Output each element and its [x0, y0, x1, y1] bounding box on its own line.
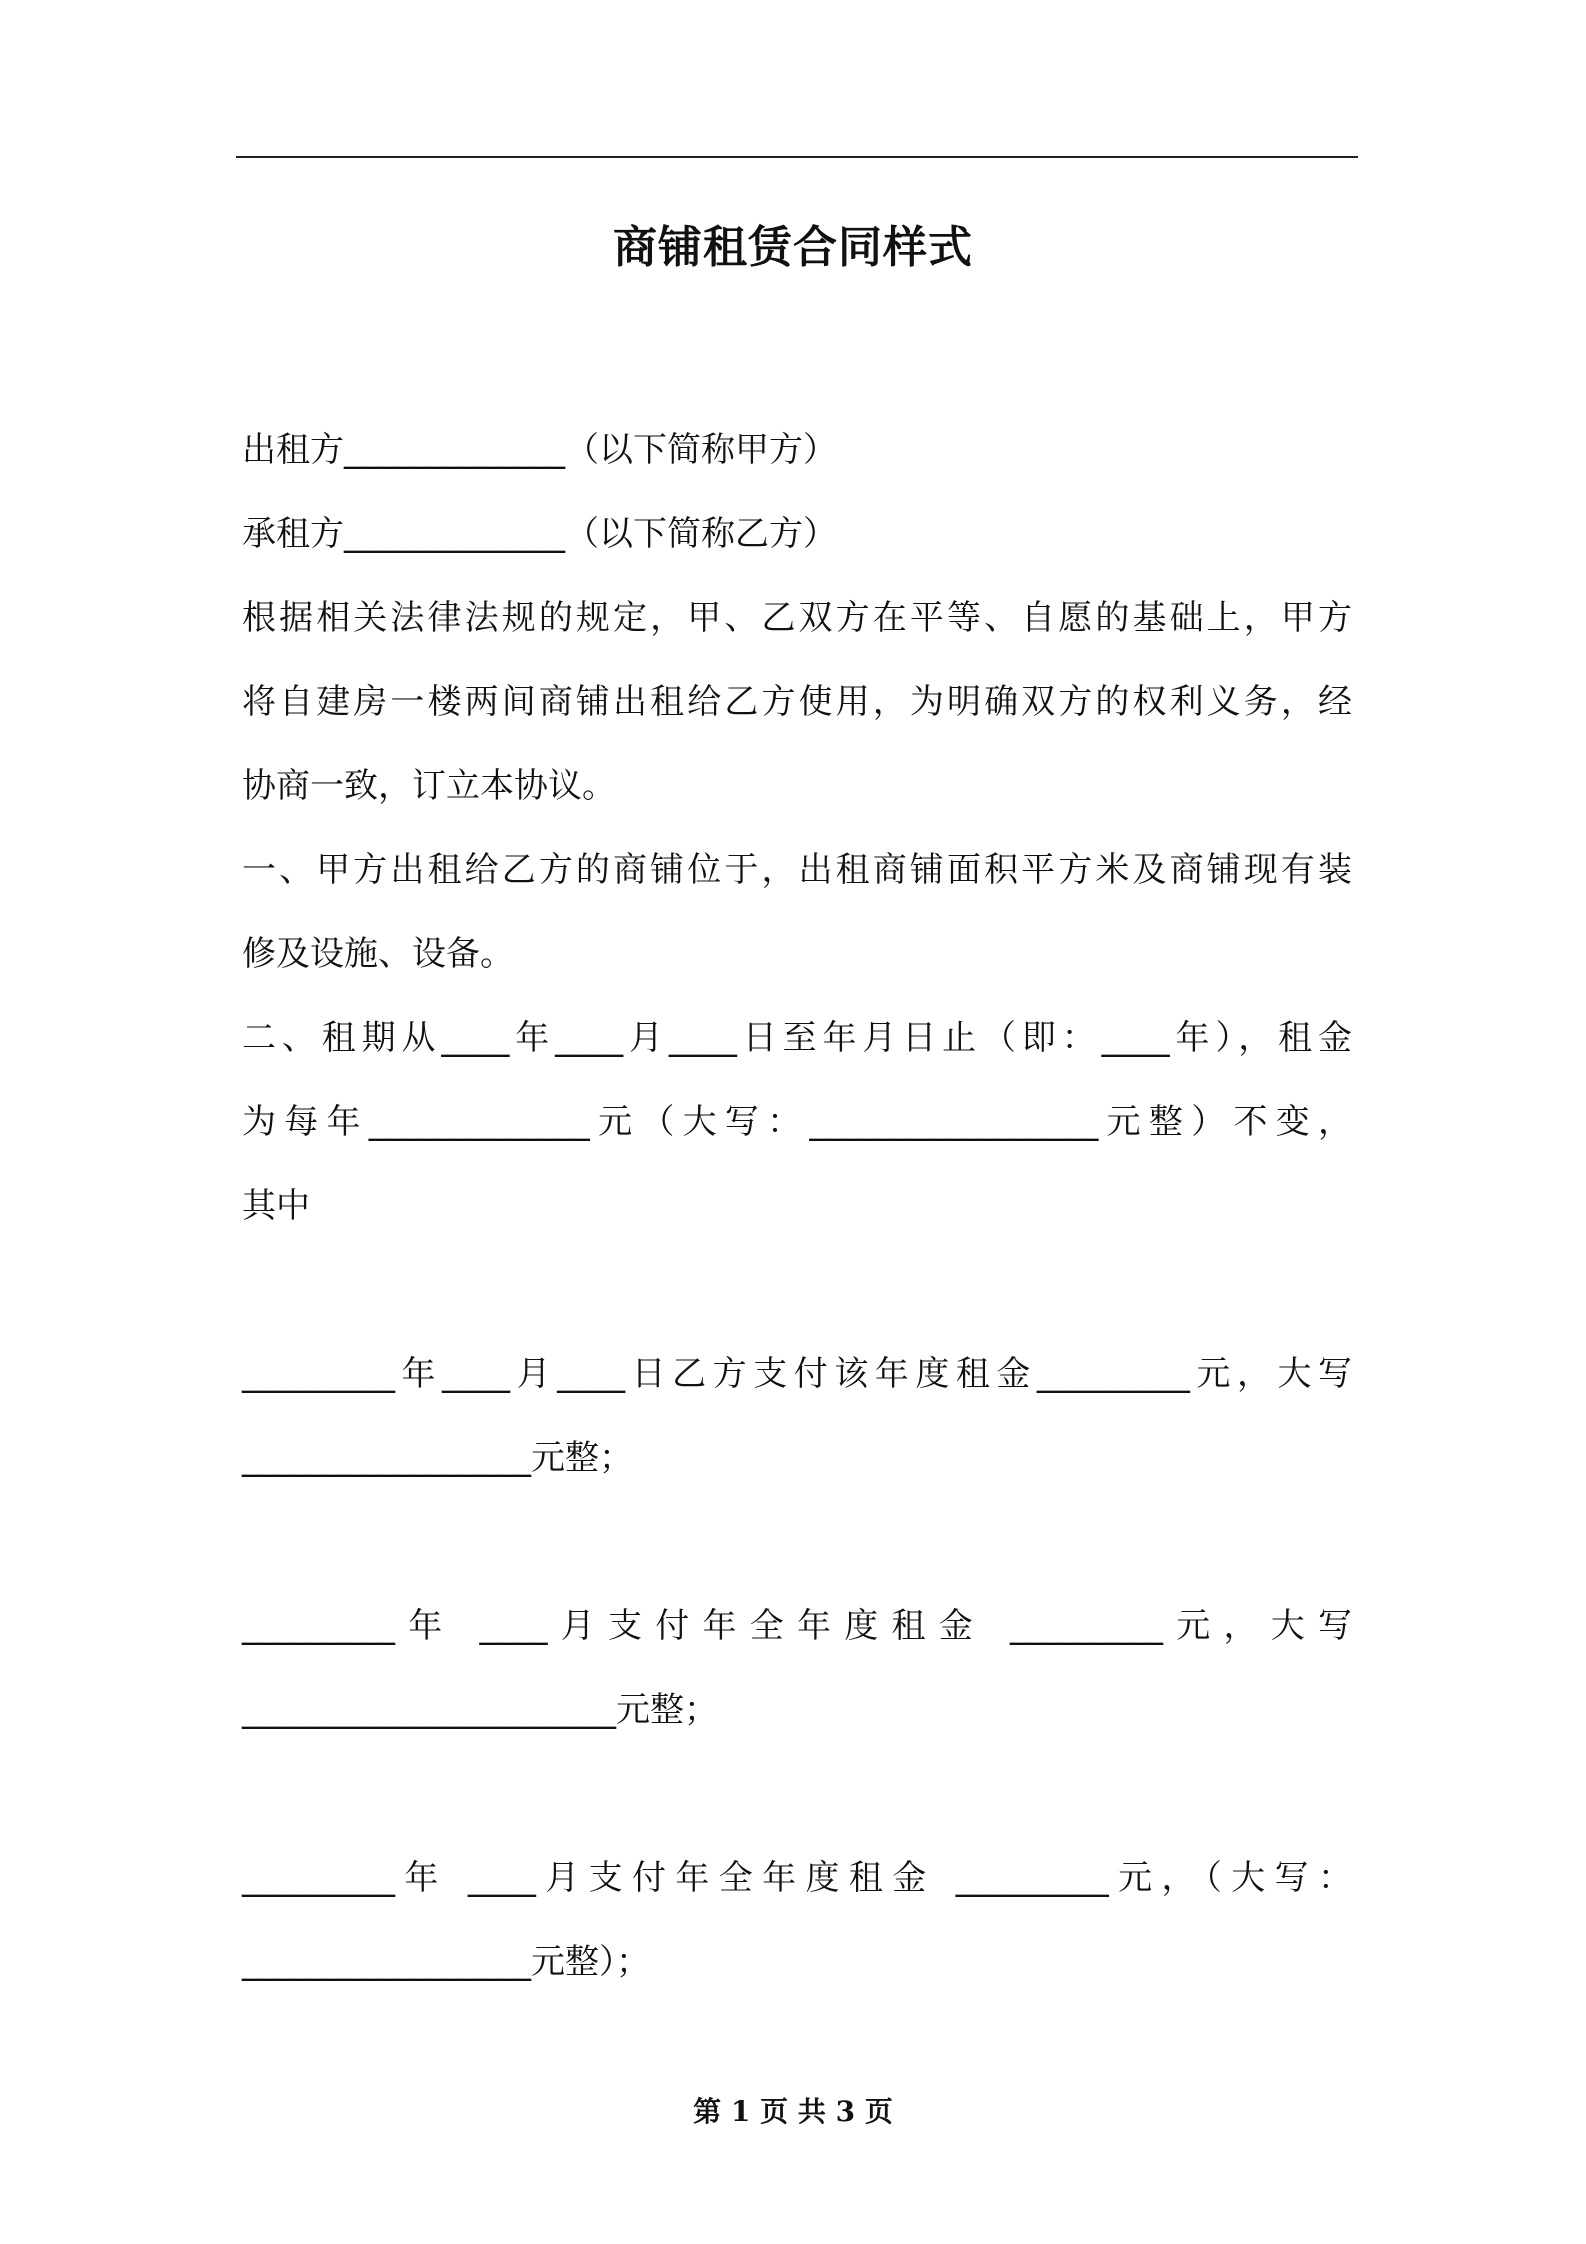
clause-2-line-1: 二、租期从____年____月____日至年月日止（即：____年），租金	[242, 1018, 1352, 1058]
contract-body	[242, 408, 1352, 2004]
payment-1-line-2: _________________元整；	[242, 1438, 633, 1478]
page-number: 第 1 页 共 3 页	[693, 2095, 893, 2128]
payment-1-line-1: _________年____月____日乙方支付该年度租金_________元，大写	[242, 1354, 1352, 1394]
spacer	[242, 1248, 1352, 1332]
lessor-line: 出租方_____________（以下简称甲方）	[242, 430, 837, 470]
payment-2-line-1: _________年 ____月支付年全年度租金 _________元，大写	[242, 1606, 1352, 1646]
payment-3-line-1: _________年 ____月支付年全年度租金 _________元，（大写：	[242, 1858, 1352, 1898]
spacer	[242, 1500, 1352, 1584]
clause-2-line-2: 为每年_____________元（大写：_________________元整）不变，	[242, 1102, 1352, 1142]
clause-1-line-1: 一、甲方出租给乙方的商铺位于，出租商铺面积平方米及商铺现有装	[242, 850, 1352, 890]
payment-3-line-2: _________________元整）；	[242, 1942, 650, 1982]
clause-2-line-3: 其中	[242, 1186, 310, 1226]
lessee-line: 承租方_____________（以下简称乙方）	[242, 514, 837, 554]
preamble-line-3: 协商一致，订立本协议。	[242, 766, 616, 806]
spacer	[242, 1752, 1352, 1836]
preamble-line-1: 根据相关法律法规的规定，甲、乙双方在平等、自愿的基础上，甲方	[242, 598, 1352, 638]
header-rule	[236, 156, 1358, 158]
payment-2-line-2: ______________________元整；	[242, 1690, 718, 1730]
preamble-line-2: 将自建房一楼两间商铺出租给乙方使用，为明确双方的权利义务，经	[242, 682, 1352, 722]
document-title: 商铺租赁合同样式	[613, 222, 973, 273]
clause-1-line-2: 修及设施、设备。	[242, 934, 514, 974]
